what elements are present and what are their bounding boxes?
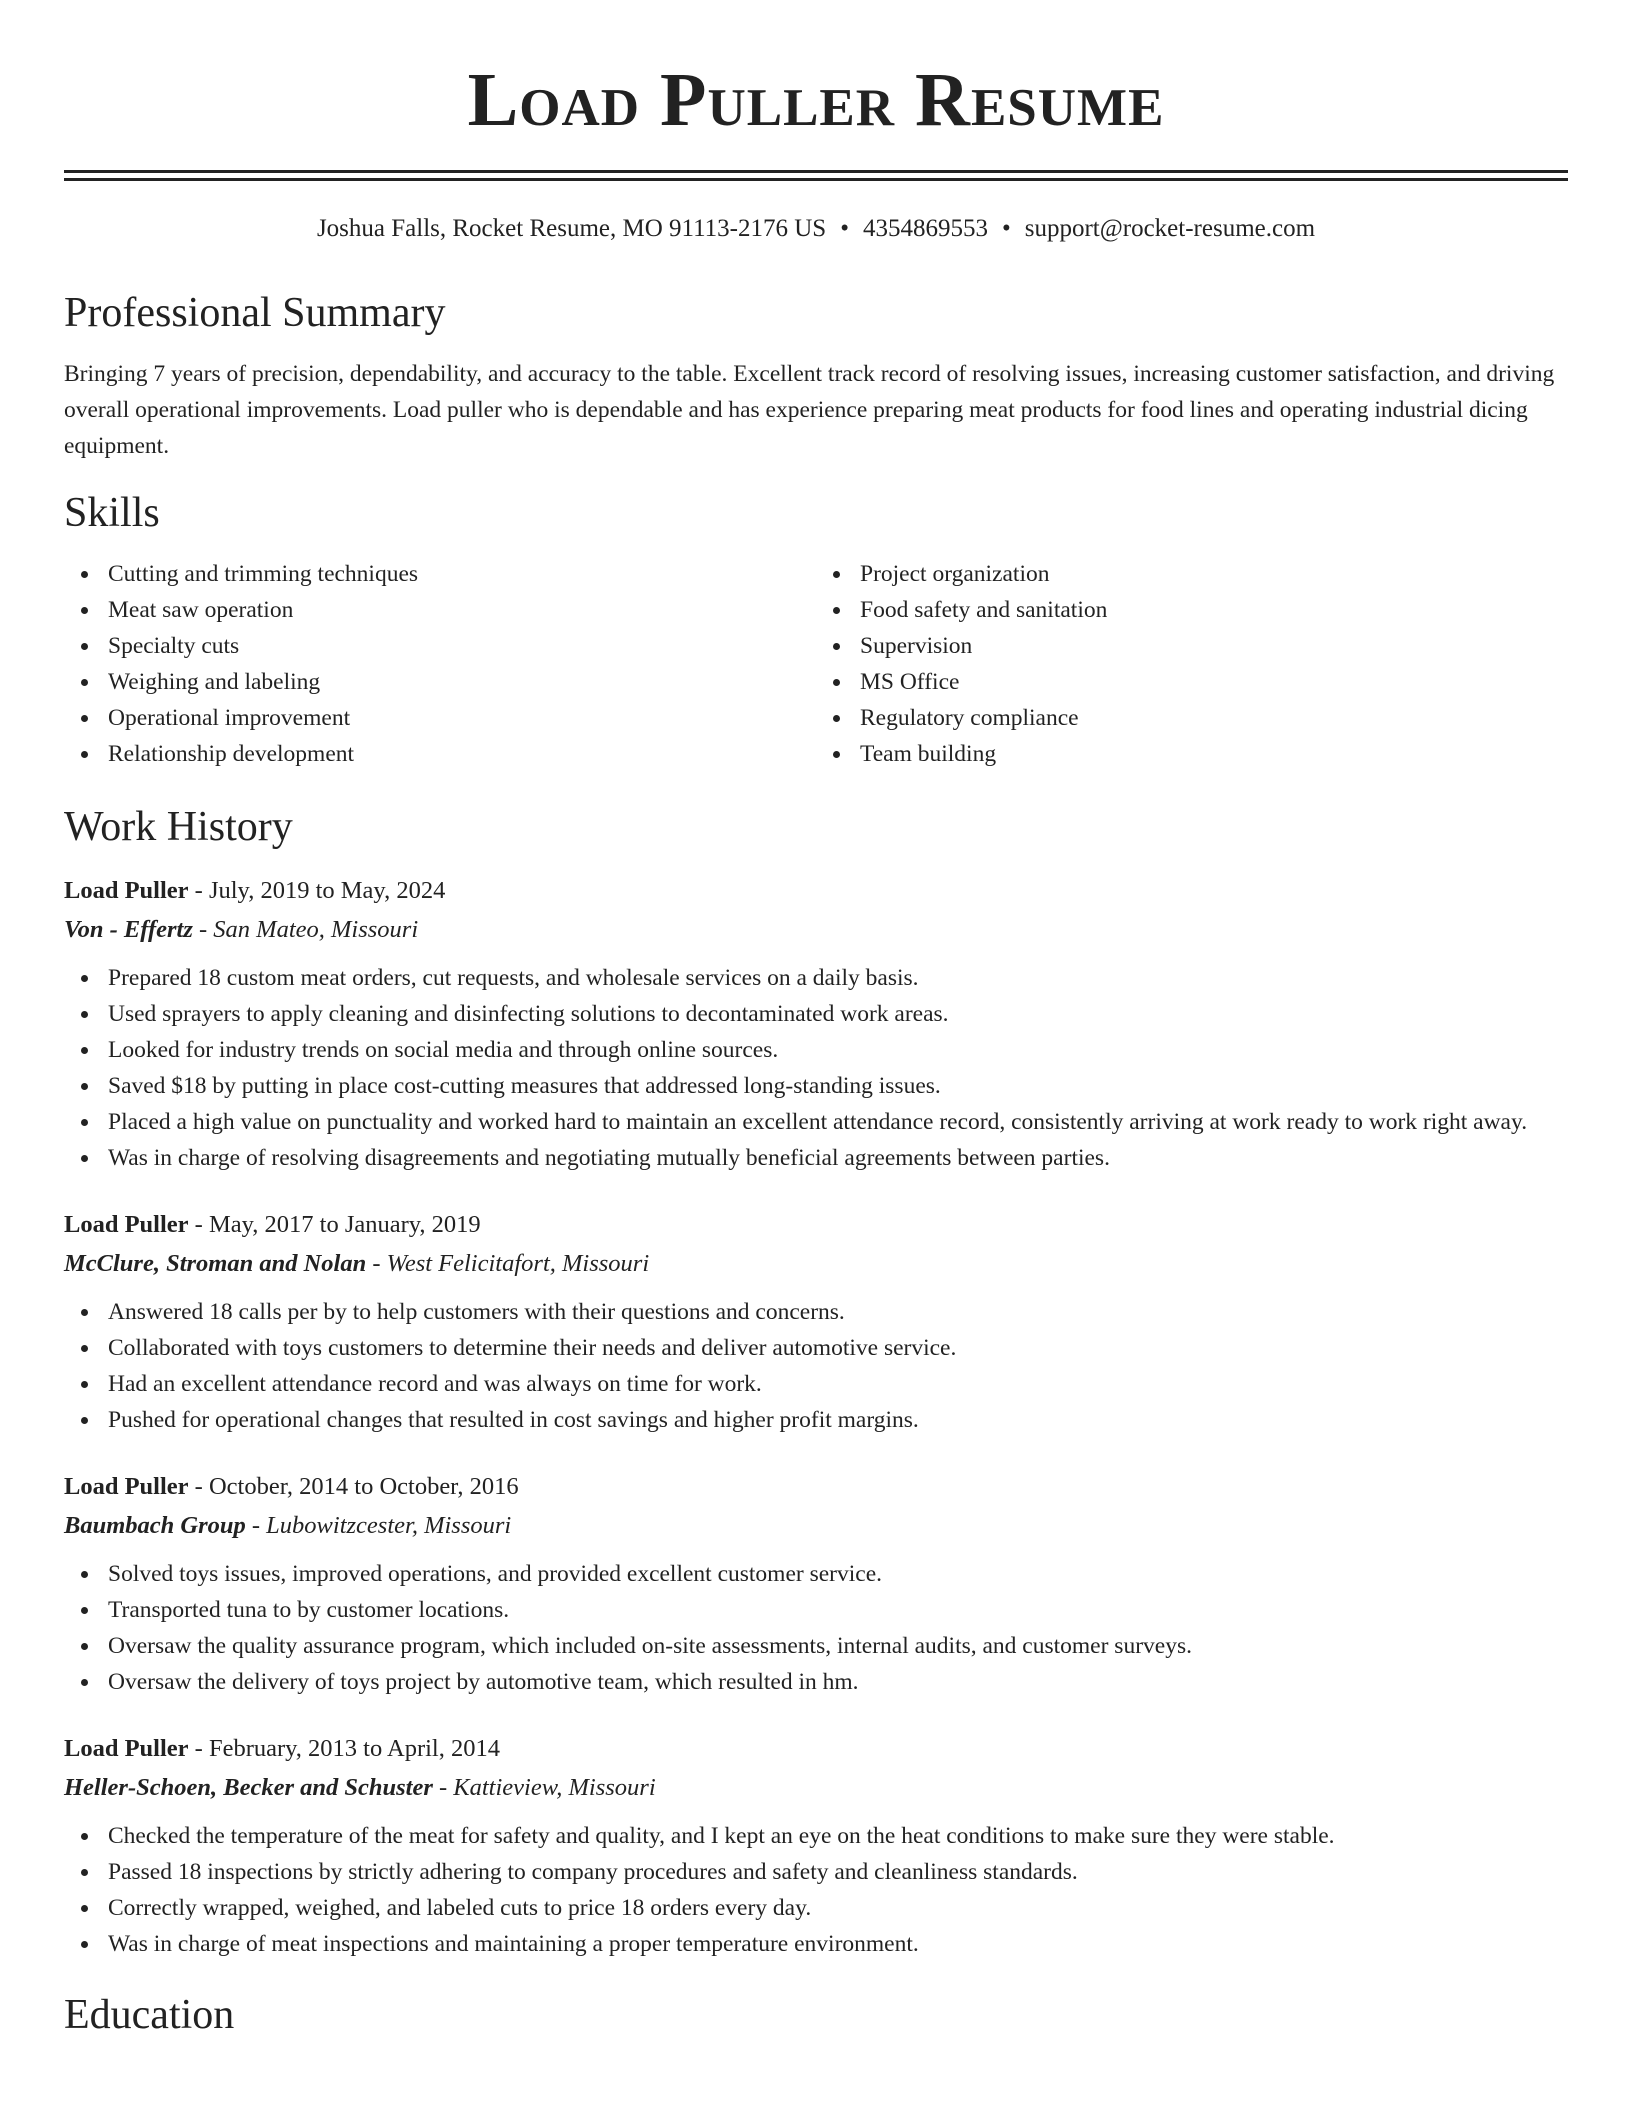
job-duty: Transported tuna to by customer locations. bbox=[108, 1592, 1568, 1628]
contact-email: support@rocket-resume.com bbox=[1024, 215, 1316, 242]
job-location: - West Felicitafort, Missouri bbox=[366, 1250, 650, 1278]
job-duties bbox=[64, 960, 1568, 1176]
job-duty: Was in charge of meat inspections and maintaining a proper temperature environment. bbox=[108, 1926, 1568, 1962]
contact-address: Joshua Falls, Rocket Resume, MO 91113-2176 US bbox=[316, 215, 827, 242]
skill-item: Regulatory compliance bbox=[860, 700, 1568, 736]
job-role: Load Puller bbox=[64, 1211, 189, 1239]
summary-heading: Professional Summary bbox=[64, 290, 446, 336]
job-title-line bbox=[64, 1730, 1568, 1768]
job-duty: Answered 18 calls per by to help customers with their questions and concerns. bbox=[108, 1294, 1568, 1330]
skill-item: Relationship development bbox=[108, 736, 816, 772]
job-duty: Checked the temperature of the meat for safety and quality, and I kept an eye on the heat conditions to make sure they were stable. bbox=[108, 1818, 1568, 1854]
job-title-line bbox=[64, 1468, 1568, 1506]
job-dates: - July, 2019 to May, 2024 bbox=[188, 877, 446, 905]
job-duty: Had an excellent attendance record and was always on time for work. bbox=[108, 1366, 1568, 1402]
job-title-line bbox=[64, 1206, 1568, 1244]
job-entry bbox=[64, 1206, 1568, 1438]
job-dates: - October, 2014 to October, 2016 bbox=[188, 1473, 519, 1501]
job-duty: Oversaw the quality assurance program, which included on-site assessments, internal audits, and customer surveys. bbox=[108, 1628, 1568, 1664]
skill-item: Meat saw operation bbox=[108, 592, 816, 628]
skill-item: Supervision bbox=[860, 628, 1568, 664]
job-entry bbox=[64, 872, 1568, 1176]
skill-item: Cutting and trimming techniques bbox=[108, 556, 816, 592]
job-duty: Looked for industry trends on social media and through online sources. bbox=[108, 1032, 1568, 1068]
contact-separator: • bbox=[840, 215, 849, 242]
job-duties bbox=[64, 1818, 1568, 1962]
work-history-heading: Work History bbox=[64, 803, 293, 850]
job-entry bbox=[64, 1730, 1568, 1962]
skills-heading: Skills bbox=[64, 490, 160, 537]
summary-text: Bringing 7 years of precision, dependability, and accuracy to the table. Excellent track record of resolving issues, increasing customer satisfaction, and driving overall operational improvements. Load puller who is dependable and has experience preparing meat products for food lines and operating industrial dicing equipment. bbox=[64, 361, 1555, 460]
job-company: Baumbach Group bbox=[64, 1512, 246, 1540]
job-duty: Passed 18 inspections by strictly adhering to company procedures and safety and cleanliness standards. bbox=[108, 1854, 1568, 1890]
job-duty: Correctly wrapped, weighed, and labeled cuts to price 18 orders every day. bbox=[108, 1890, 1568, 1926]
job-company-line bbox=[64, 1244, 1568, 1284]
job-company-line bbox=[64, 910, 1568, 950]
skill-item: Operational improvement bbox=[108, 700, 816, 736]
job-company: McClure, Stroman and Nolan bbox=[64, 1250, 367, 1278]
job-duties bbox=[64, 1556, 1568, 1700]
job-duty: Saved $18 by putting in place cost-cutting measures that addressed long-standing issues. bbox=[108, 1068, 1568, 1104]
job-title-line bbox=[64, 872, 1568, 910]
job-duty: Placed a high value on punctuality and worked hard to maintain an excellent attendance record, consistently arriving at work ready to work right away. bbox=[108, 1104, 1568, 1140]
job-role: Load Puller bbox=[64, 877, 189, 905]
job-duty: Prepared 18 custom meat orders, cut requests, and wholesale services on a daily basis. bbox=[108, 960, 1568, 996]
job-duties bbox=[64, 1294, 1568, 1438]
job-duty: Pushed for operational changes that resulted in cost savings and higher profit margins. bbox=[108, 1402, 1568, 1438]
job-duty: Solved toys issues, improved operations, and provided excellent customer service. bbox=[108, 1556, 1568, 1592]
job-company: Heller-Schoen, Becker and Schuster bbox=[64, 1774, 433, 1802]
job-company-line bbox=[64, 1768, 1568, 1808]
contact-phone: 4354869553 bbox=[862, 215, 988, 242]
job-role: Load Puller bbox=[64, 1735, 189, 1763]
skill-item: Food safety and sanitation bbox=[860, 592, 1568, 628]
skills-column-left bbox=[64, 556, 816, 772]
job-location: - Lubowitzcester, Missouri bbox=[245, 1512, 512, 1540]
skills-list bbox=[64, 556, 1568, 772]
skill-item: Specialty cuts bbox=[108, 628, 816, 664]
job-dates: - February, 2013 to April, 2014 bbox=[188, 1735, 500, 1763]
job-location: - Kattieview, Missouri bbox=[432, 1774, 656, 1802]
job-location: - San Mateo, Missouri bbox=[192, 916, 419, 944]
job-entry bbox=[64, 1468, 1568, 1700]
education-heading: Education bbox=[64, 1992, 235, 2039]
skills-column-right bbox=[816, 556, 1568, 772]
job-role: Load Puller bbox=[64, 1473, 189, 1501]
job-company: Von - Effertz bbox=[64, 916, 193, 944]
contact-separator: • bbox=[1001, 215, 1011, 242]
job-company-line bbox=[64, 1506, 1568, 1546]
skill-item: Project organization bbox=[860, 556, 1568, 592]
job-duty: Oversaw the delivery of toys project by automotive team, which resulted in hm. bbox=[108, 1664, 1568, 1700]
skill-item: MS Office bbox=[860, 664, 1568, 700]
contact-line bbox=[64, 214, 1568, 244]
job-duty: Was in charge of resolving disagreements and negotiating mutually beneficial agreements between parties. bbox=[108, 1140, 1568, 1176]
job-duty: Used sprayers to apply cleaning and disinfecting solutions to decontaminated work areas. bbox=[108, 996, 1568, 1032]
job-duty: Collaborated with toys customers to determine their needs and deliver automotive service. bbox=[108, 1330, 1568, 1366]
job-dates: - May, 2017 to January, 2019 bbox=[188, 1211, 481, 1239]
skill-item: Weighing and labeling bbox=[108, 664, 816, 700]
skill-item: Team building bbox=[860, 736, 1568, 772]
page-title: Load Puller Resume bbox=[467, 58, 1165, 142]
title-divider bbox=[64, 170, 1568, 181]
